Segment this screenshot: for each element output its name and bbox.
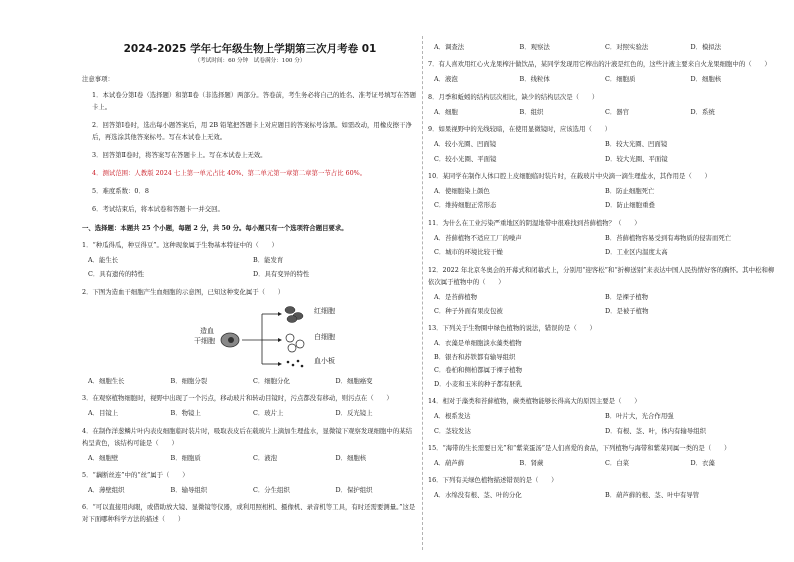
answer-option: C．分生组织 <box>253 485 290 494</box>
answer-option: A．根系发达 <box>434 412 471 421</box>
answer-option: C．器官 <box>605 107 630 116</box>
right-questions <box>428 44 776 499</box>
answer-option: C．种子外面有果皮包被 <box>434 307 503 316</box>
answer-option: D．工业区内温度太高 <box>605 248 668 257</box>
answer-option: A．细胞壁 <box>88 453 119 462</box>
option-group <box>82 257 418 278</box>
answer-option: D．细胞核 <box>690 75 722 84</box>
answer-option: A．较小光圈、凹面镜 <box>434 140 497 149</box>
option-group <box>428 294 776 315</box>
platelet-icon <box>287 360 290 363</box>
answer-option: B．线粒体 <box>519 75 550 84</box>
answer-option: B．能发育 <box>253 255 284 264</box>
answer-option: C．具有遗传的特性 <box>88 270 145 279</box>
note-item: 2．回答第Ⅰ卷时，选出每小题答案后，用 2B 铅笔把答题卡上对应题目的答案标号涂黑。如需改动，用橡皮擦干净后，再选涂其他答案标号。写在本试卷上无效。 <box>92 120 412 141</box>
answer-option: B．输导组织 <box>170 485 208 494</box>
answer-option: D．细胞核 <box>335 453 367 462</box>
answer-option: D．小麦和玉米的种子都有胚乳 <box>434 379 523 388</box>
answer-option: D．系统 <box>690 107 715 116</box>
figure-drawing <box>82 302 418 372</box>
note-item: 6．考试结束后，将本试卷和答题卡一并交回。 <box>92 204 224 213</box>
answer-option: B．物镜上 <box>170 409 201 418</box>
answer-option: D．防止细胞重叠 <box>605 201 655 210</box>
answer-option: A．水绵没有根、茎、叶的分化 <box>434 491 522 500</box>
answer-option: B．组织 <box>519 107 544 116</box>
red-blood-cell-icon <box>285 306 295 313</box>
answer-option: B．肾蕨 <box>519 458 544 467</box>
figure-label-output: 血小板 <box>314 356 335 365</box>
section-heading: 一、选择题：本题共 25 个小题，每题 2 分，共 50 分。每小题只有一个选项符合题目要求。 <box>82 223 348 232</box>
answer-option: D．有根、茎、叶，体内有输导组织 <box>605 426 706 435</box>
answer-option: D．衣藻 <box>690 458 715 467</box>
answer-option: C．城市的环境比较干燥 <box>434 248 503 257</box>
answer-option: B．防止细胞死亡 <box>605 187 655 196</box>
option-group <box>82 487 418 493</box>
option-group <box>428 141 776 162</box>
option-group <box>428 76 776 82</box>
question-stem: 4．在制作洋葱鳞片叶内表皮细胞临时装片时，吸取表皮后在载玻片上滴加生理盐水，显微镜下观察发现细胞中的某结构呈黄色，该结构可能是（ ） <box>82 426 412 447</box>
answer-option: B．观察法 <box>519 43 550 51</box>
question-stem: 14．相对于藻类和苔藓植物，蕨类植物能够长得高大的原因主要是（ ） <box>428 397 641 406</box>
answer-option: A．衣藻是单细胞淡水藻类植物 <box>434 339 522 348</box>
nucleus-icon <box>228 337 234 343</box>
note-item-scope: 4．测试范围：人教版 2024 七上第一单元占比 40%、第二单元第一章第二章第一节占比 60%。 <box>92 168 367 177</box>
option-group <box>82 455 418 461</box>
answer-option: C．卷柏和侧柏都属于裸子植物 <box>434 366 522 375</box>
answer-option: A．细胞 <box>434 107 458 116</box>
note-item: 3．回答第Ⅱ卷时，将答案写在答题卡上。写在本试卷上无效。 <box>92 150 267 159</box>
answer-option: D．较大光圈、平面镜 <box>605 154 668 163</box>
answer-option: D．细胞癌变 <box>335 376 373 385</box>
figure-label-source: 干细胞 <box>194 336 215 345</box>
exam-meta: （考试时间：60 分钟 试卷满分：100 分） <box>194 57 306 64</box>
answer-option: A．苔藓植物不适应工厂的噪声 <box>434 233 522 242</box>
answer-option: C．维持细胞正常形态 <box>434 201 497 210</box>
answer-option: C．对照实验法 <box>605 43 649 51</box>
red-blood-cell-icon <box>287 315 297 322</box>
answer-option: C．细胞质 <box>605 75 636 84</box>
question-stem: 8．月季和蚯蚓的结构层次相比，缺少的结构层次是（ ） <box>428 92 599 101</box>
question-stem: 11．为什么在工业污染严重地区的阴湿地带中很难找到苔藓植物？（ ） <box>428 218 641 227</box>
exam-title: 2024-2025 学年七年级生物上学期第三次月考卷 01 <box>123 43 377 55</box>
notes-heading: 注意事项： <box>82 75 114 84</box>
note-item: 1．本试卷分第Ⅰ卷（选择题）和第Ⅱ卷（非选择题）两部分。答卷前，考生务必将自己的姓名、准考证号填写在答题卡上。 <box>92 90 417 111</box>
left-column <box>82 36 418 525</box>
answer-option: D．具有变异的特性 <box>253 270 310 279</box>
answer-option: B．较大光圈、凹面镜 <box>605 140 668 149</box>
answer-option: B．葫芦藓的根、茎、叶中有导管 <box>605 491 700 500</box>
answer-option: D．模拟法 <box>690 43 722 51</box>
question-stem: 9．如果视野中的光线较暗，在使用显微镜时，应该选用（ ） <box>428 125 612 134</box>
answer-option: B．细胞质 <box>170 453 201 462</box>
answer-option: B．苔藓植物容易受到有毒物质的侵害而死亡 <box>605 233 732 242</box>
option-group <box>428 460 776 466</box>
arrow-head-icon <box>278 362 282 366</box>
question-stem: 12．2022 年北京冬奥会的开幕式和闭幕式上，分别用“迎客松”和“折柳送别”来表达中国人民热情好客的胸怀。其中松和柳依次属于植物中的（ ） <box>428 265 775 286</box>
white-blood-cell-icon <box>296 340 304 348</box>
answer-option: C．白菜 <box>605 458 630 467</box>
left-questions <box>82 239 418 525</box>
answer-option: A．液泡 <box>434 75 458 84</box>
option-group <box>428 44 776 50</box>
answer-option: B．细胞分裂 <box>170 376 208 385</box>
option-group <box>82 378 418 384</box>
question-stem: 1．“种瓜得瓜，种豆得豆”。这种现象属于生物基本特征中的（ ） <box>82 240 278 249</box>
note-item: 5．难度系数：0．8 <box>92 186 149 195</box>
option-group <box>428 492 776 498</box>
answer-option: A．能生长 <box>88 255 119 264</box>
answer-option: A．调查法 <box>434 43 465 51</box>
answer-option: C．较小光圈、平面镜 <box>434 154 497 163</box>
question-stem: 2．下图为造血干细胞产生血细胞的示意图，已知这种变化属于（ ） <box>82 287 285 296</box>
option-group <box>428 109 776 115</box>
figure-label-source: 造血 <box>200 326 214 335</box>
answer-option: A．目镜上 <box>88 409 119 418</box>
column-divider <box>422 36 423 550</box>
question-stem: 10．某同学在制作人体口腔上皮细胞临时装片时，在载玻片中央滴一滴生理盐水，其作用是（ ） <box>428 172 711 181</box>
option-group <box>428 340 776 387</box>
answer-option: C．液泡 <box>253 453 278 462</box>
answer-option: C．玻片上 <box>253 409 284 418</box>
figure-label-output: 红细胞 <box>314 306 335 315</box>
question-stem: 5．“藕断丝连”中的“丝”属于（ ） <box>82 470 189 479</box>
white-blood-cell-icon <box>286 334 294 342</box>
platelet-icon <box>297 359 300 362</box>
answer-option: D．保护组织 <box>335 485 373 494</box>
answer-option: D．是被子植物 <box>605 307 649 316</box>
hematopoiesis-figure <box>82 302 418 372</box>
option-group <box>428 188 776 209</box>
answer-option: A．薄壁组织 <box>88 485 125 494</box>
option-group <box>428 235 776 256</box>
question-stem: 7．有人喜欢用红心火龙果榨汁做饮品，某同学发现用它榨出的汁液是红色的，这些汁液主要来自火龙果细胞中的（ ） <box>428 60 771 69</box>
white-blood-cell-icon <box>288 344 296 352</box>
answer-option: A．是苔藓植物 <box>434 292 477 301</box>
arrow-head-icon <box>278 312 282 316</box>
answer-option: C．细胞分化 <box>253 376 290 385</box>
answer-option: A．葫芦藓 <box>434 458 465 467</box>
answer-option: A．使细胞染上颜色 <box>434 187 490 196</box>
right-column <box>428 36 776 499</box>
question-stem: 6．“可以直接用肉眼，或借助放大镜、显微镜等仪器，或利用照相机、摄像机、录音机等工具，有时还需要测量。”这是对下面哪种科学方法的描述（ ） <box>82 503 416 524</box>
option-group <box>82 410 418 416</box>
answer-option: B．是裸子植物 <box>605 292 649 301</box>
question-stem: 16．下列有关绿色植物描述错误的是（ ） <box>428 476 558 485</box>
answer-option: B．银杏和苏铁都有输导组织 <box>434 352 516 361</box>
question-stem: 13．下列关于生物圈中绿色植物的说法，错误的是（ ） <box>428 324 596 333</box>
answer-option: D．反光镜上 <box>335 409 373 418</box>
answer-option: C．茎较发达 <box>434 426 471 435</box>
arrow-head-icon <box>278 338 282 342</box>
question-stem: 15．“海带的生长需要日光”和“紫菜蛋汤”是人们喜爱的食品，下列植物与海带和紫菜同属一类的是（ ） <box>428 443 731 452</box>
answer-option: A．细胞生长 <box>88 376 125 385</box>
answer-option: B．叶片大，光合作用强 <box>605 412 674 421</box>
option-group <box>428 413 776 434</box>
platelet-icon <box>301 364 304 367</box>
figure-label-output: 白细胞 <box>314 332 335 341</box>
platelet-icon <box>292 363 295 366</box>
question-stem: 3．在观察植物细胞时，视野中出现了一个污点，移动玻片和转动目镜时，污点都没有移动，则污点在（ ） <box>82 394 393 403</box>
